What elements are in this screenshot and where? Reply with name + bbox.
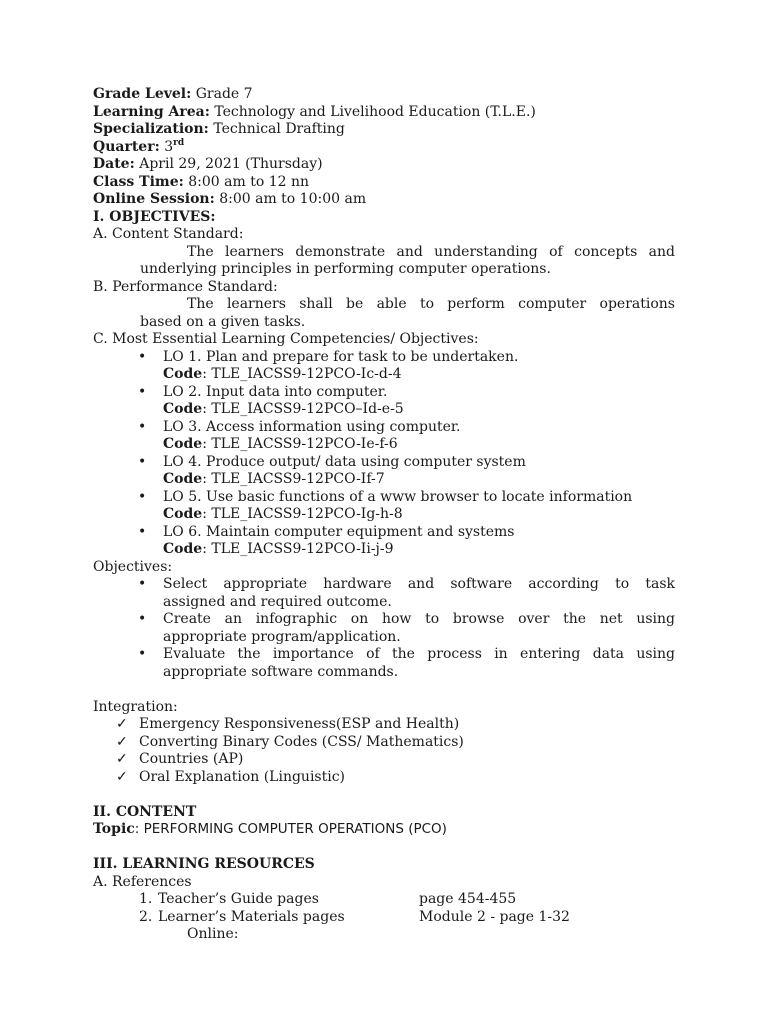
competency-item: • LO 2. Input data into computer. xyxy=(138,383,388,400)
melc-label: C. Most Essential Learning Competencies/ Objectives: xyxy=(93,331,479,347)
content-standard-text-2: underlying principles in performing computer operations. xyxy=(140,261,551,277)
integration-item: ✓ Countries (AP) xyxy=(116,751,244,767)
performance-standard-label: B. Performance Standard: xyxy=(93,278,278,295)
competency-code: Code: TLE_IACSS9-12PCO-If-7 xyxy=(163,471,385,487)
quarter-line: Quarter: 3rd xyxy=(93,137,185,155)
bullet-icon: • xyxy=(138,611,147,627)
objective-item-cont: assigned and required outcome. xyxy=(163,593,392,610)
competency-code: Code: TLE_IACSS9-12PCO-Ig-h-8 xyxy=(163,506,403,522)
bullet-icon: • xyxy=(138,418,147,435)
reference-item: 1. Teacher’s Guide pages page 454-455 xyxy=(139,891,517,907)
bullet-icon: • xyxy=(138,348,147,365)
integration-item: ✓ Emergency Responsiveness(ESP and Health) xyxy=(116,716,460,732)
objective-list xyxy=(93,576,675,681)
spacer xyxy=(93,681,675,699)
topic-line: Topic: PERFORMING COMPUTER OPERATIONS (PCO) xyxy=(93,821,447,837)
bullet-icon: • xyxy=(138,523,147,540)
performance-standard-text-1: The learners shall be able to perform computer operations xyxy=(187,296,675,312)
lesson-plan-page xyxy=(93,86,675,944)
competency-list xyxy=(93,349,675,559)
bullet-icon: • xyxy=(138,576,147,592)
spacer xyxy=(93,786,675,804)
content-standard-label: A. Content Standard: xyxy=(93,226,244,242)
competency-code: Code: TLE_IACSS9-12PCO-Ic-d-4 xyxy=(163,366,402,382)
content-heading: II. CONTENT xyxy=(93,803,197,820)
competency-code: Code: TLE_IACSS9-12PCO-Ii-j-9 xyxy=(163,541,394,557)
check-icon: ✓ xyxy=(116,768,128,785)
reference-item: 2. Learner’s Materials pages Module 2 - page 1-32 xyxy=(139,908,570,925)
bullet-icon: • xyxy=(138,383,147,400)
bullet-icon: • xyxy=(138,488,147,505)
online-session-line: Online Session: 8:00 am to 10:00 am xyxy=(93,191,367,207)
competency-code: Code: TLE_IACSS9-12PCO-Ie-f-6 xyxy=(163,436,398,452)
objective-item: • Create an infographic on how to browse over the net using xyxy=(138,611,675,627)
resources-heading: III. LEARNING RESOURCES xyxy=(93,856,315,872)
check-icon: ✓ xyxy=(116,751,128,767)
learning-area-line: Learning Area: Technology and Livelihood Education (T.L.E.) xyxy=(93,103,536,120)
online-label: Online: xyxy=(187,926,239,942)
references-label: A. References xyxy=(93,873,192,890)
date-line: Date: April 29, 2021 (Thursday) xyxy=(93,156,323,172)
specialization-line: Specialization: Technical Drafting xyxy=(93,121,345,137)
integration-item: ✓ Oral Explanation (Linguistic) xyxy=(116,768,346,785)
check-icon: ✓ xyxy=(116,733,128,750)
competency-item: • LO 3. Access information using computer. xyxy=(138,418,461,435)
class-time-line: Class Time: 8:00 am to 12 nn xyxy=(93,173,310,190)
competency-item: • LO 4. Produce output/ data using computer system xyxy=(138,453,526,470)
integration-item: ✓ Converting Binary Codes (CSS/ Mathematics) xyxy=(116,733,464,750)
check-icon: ✓ xyxy=(116,716,128,732)
integration-label: Integration: xyxy=(93,698,178,715)
competency-item: • LO 6. Maintain computer equipment and systems xyxy=(138,523,515,540)
objectives-heading: I. OBJECTIVES: xyxy=(93,208,216,225)
integration-list xyxy=(93,716,675,786)
spacer xyxy=(93,839,675,857)
content-standard-text-1: The learners demonstrate and understanding of concepts and xyxy=(187,243,675,260)
competency-item: • LO 1. Plan and prepare for task to be undertaken. xyxy=(138,348,519,365)
bullet-icon: • xyxy=(138,646,147,662)
objectives-label: Objectives: xyxy=(93,558,173,575)
objective-item: • Evaluate the importance of the process in entering data using xyxy=(138,646,675,662)
objective-item-cont: appropriate software commands. xyxy=(163,663,399,680)
competency-code: Code: TLE_IACSS9-12PCO–Id-e-5 xyxy=(163,401,404,417)
objective-item: • Select appropriate hardware and software according to task xyxy=(138,576,675,592)
performance-standard-text-2: based on a given tasks. xyxy=(140,313,306,330)
competency-item: • LO 5. Use basic functions of a www browser to locate information xyxy=(138,488,633,505)
grade-level-line: Grade Level: Grade 7 xyxy=(93,86,253,102)
objective-item-cont: appropriate program/application. xyxy=(163,628,401,645)
bullet-icon: • xyxy=(138,453,147,470)
